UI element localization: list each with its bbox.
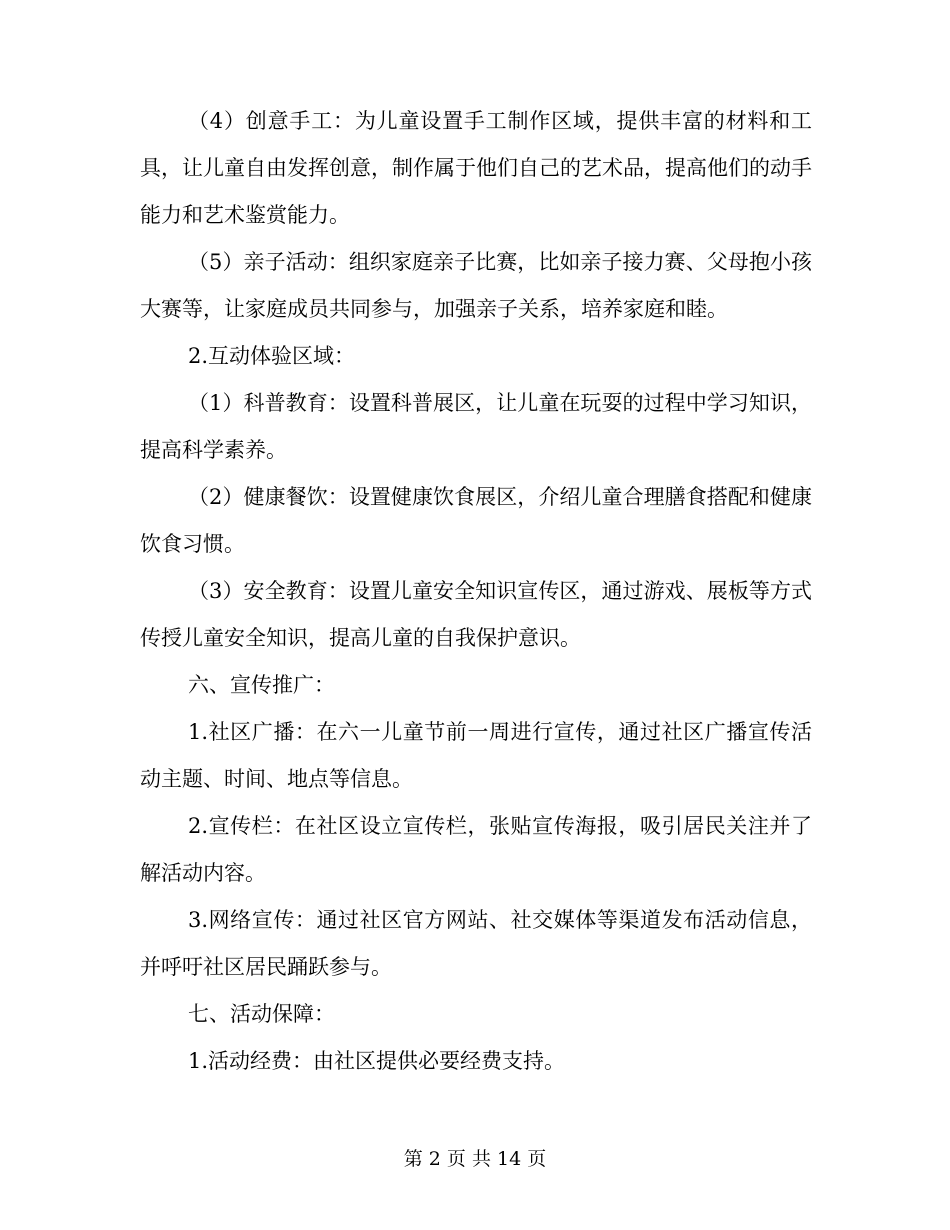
paragraph-online-promotion: 3.网络宣传：通过社区官方网站、社交媒体等渠道发布活动信息，并呼吁社区居民踊跃参与。: [140, 908, 812, 979]
section-heading-activity-guarantee: 七、活动保障：: [188, 1002, 335, 1026]
paragraph-safety-education: （3）安全教育：设置儿童安全知识宣传区，通过游戏、展板等方式传授儿童安全知识，提高儿童的自我保护意识。: [140, 579, 812, 650]
paragraph-interactive-area-heading: 2.互动体验区域：: [188, 344, 356, 368]
paragraph-creative-handcraft: （4）创意手工：为儿童设置手工制作区域，提供丰富的材料和工具，让儿童自由发挥创意，制作属于他们自己的艺术品，提高他们的动手能力和艺术鉴赏能力。: [140, 109, 812, 227]
page-number-footer: 第 2 页 共 14 页: [403, 1148, 547, 1170]
paragraph-activity-funding: 1.活动经费：由社区提供必要经费支持。: [188, 1049, 566, 1073]
paragraph-parent-child-activity: （5）亲子活动：组织家庭亲子比赛，比如亲子接力赛、父母抱小孩大赛等，让家庭成员共同参与，加强亲子关系，培养家庭和睦。: [140, 250, 812, 321]
document-body: [140, 98, 812, 1085]
paragraph-bulletin-board: 2.宣传栏：在社区设立宣传栏，张贴宣传海报，吸引居民关注并了解活动内容。: [140, 814, 812, 885]
paragraph-science-education: （1）科普教育：设置科普展区，让儿童在玩耍的过程中学习知识，提高科学素养。: [140, 391, 812, 462]
paragraph-healthy-diet: （2）健康餐饮：设置健康饮食展区，介绍儿童合理膳食搭配和健康饮食习惯。: [140, 485, 812, 556]
paragraph-community-broadcast: 1.社区广播：在六一儿童节前一周进行宣传，通过社区广播宣传活动主题、时间、地点等信息。: [140, 720, 812, 791]
section-heading-promotion: 六、宣传推广：: [188, 673, 335, 697]
